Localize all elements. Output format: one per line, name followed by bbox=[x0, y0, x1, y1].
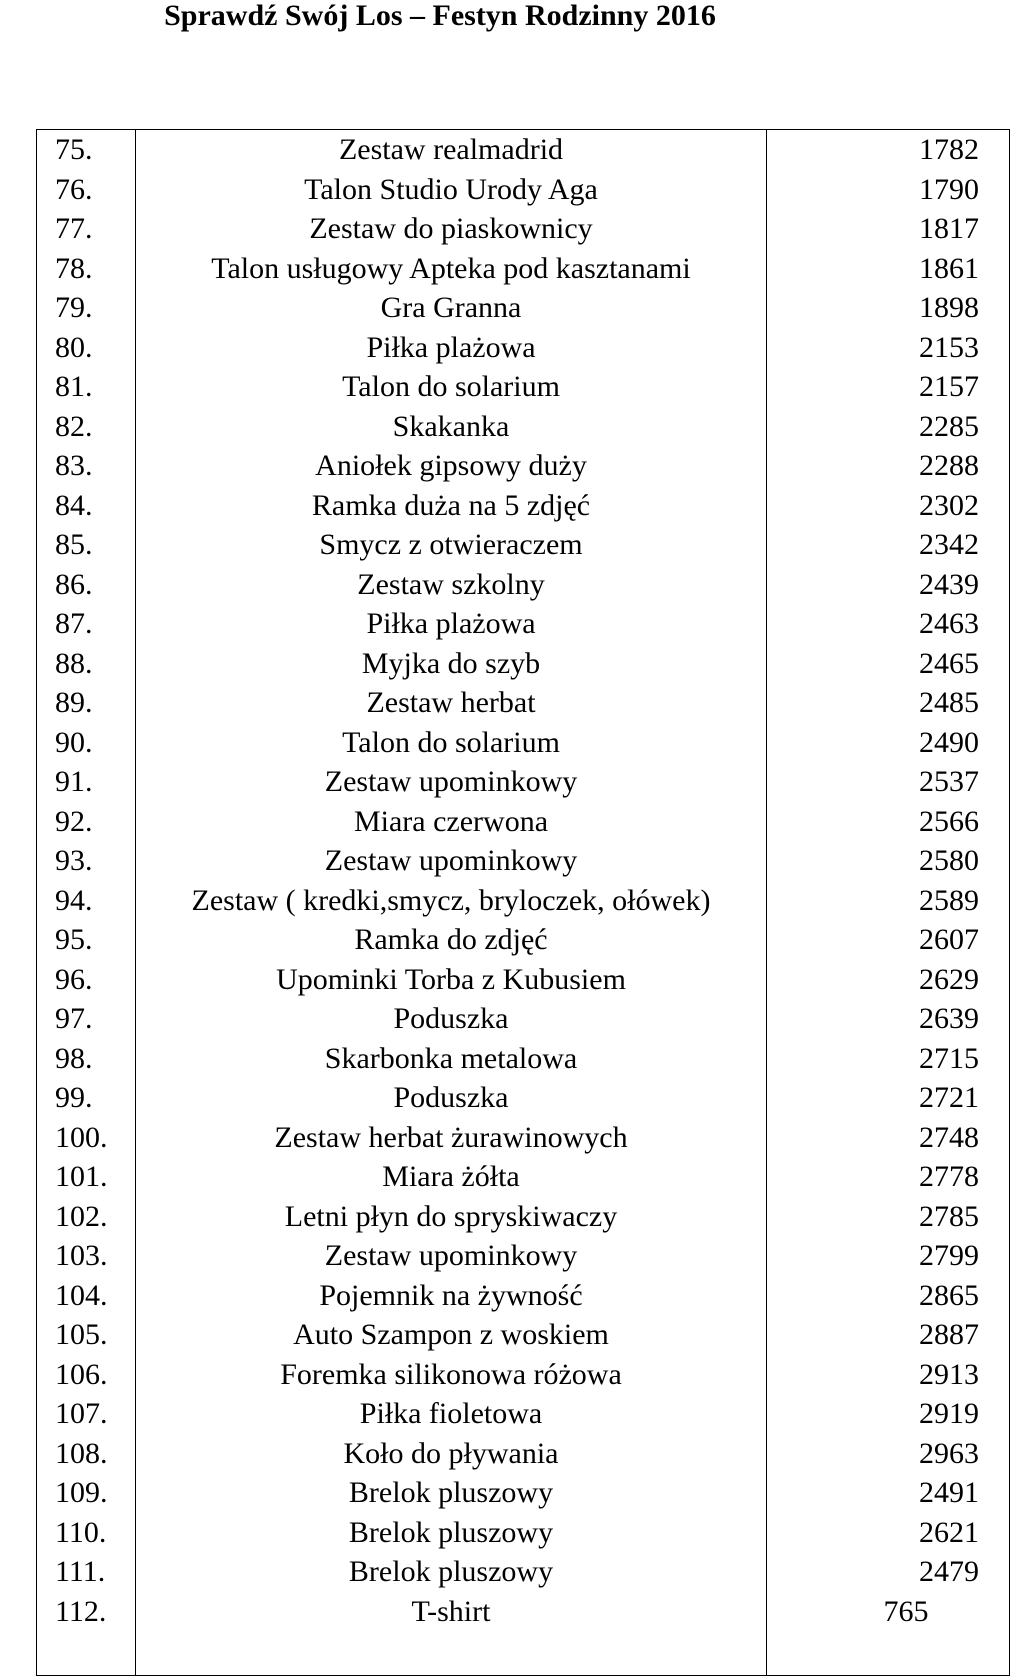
prize-table-body bbox=[37, 130, 1010, 1676]
prize-name: Auto Szampon z woskiem bbox=[136, 1315, 767, 1355]
table-row bbox=[37, 683, 1010, 723]
empty-cell bbox=[37, 1631, 136, 1676]
table-row bbox=[37, 802, 1010, 842]
ticket-number: 2465 bbox=[767, 644, 1010, 684]
prize-number: 98. bbox=[37, 1039, 136, 1079]
prize-number: 78. bbox=[37, 249, 136, 289]
prize-name: Zestaw upominkowy bbox=[136, 1236, 767, 1276]
prize-number: 111. bbox=[37, 1552, 136, 1592]
table-row bbox=[37, 604, 1010, 644]
empty-cell bbox=[767, 1631, 1010, 1676]
ticket-number: 2463 bbox=[767, 604, 1010, 644]
table-row bbox=[37, 1434, 1010, 1474]
ticket-number: 2485 bbox=[767, 683, 1010, 723]
prize-name: Miara żółta bbox=[136, 1157, 767, 1197]
table-row bbox=[37, 288, 1010, 328]
prize-number: 81. bbox=[37, 367, 136, 407]
ticket-number: 765 bbox=[767, 1592, 1010, 1632]
prize-number: 103. bbox=[37, 1236, 136, 1276]
prize-name: Pojemnik na żywność bbox=[136, 1276, 767, 1316]
prize-name: Gra Granna bbox=[136, 288, 767, 328]
prize-number: 112. bbox=[37, 1592, 136, 1632]
ticket-number: 2607 bbox=[767, 920, 1010, 960]
prize-number: 96. bbox=[37, 960, 136, 1000]
ticket-number: 2285 bbox=[767, 407, 1010, 447]
table-row bbox=[37, 1552, 1010, 1592]
ticket-number: 2537 bbox=[767, 762, 1010, 802]
ticket-number: 2721 bbox=[767, 1078, 1010, 1118]
prize-name: Poduszka bbox=[136, 999, 767, 1039]
prize-name: Zestaw ( kredki,smycz, bryloczek, ołówek) bbox=[136, 881, 767, 921]
table-row bbox=[37, 881, 1010, 921]
ticket-number: 2865 bbox=[767, 1276, 1010, 1316]
prize-number: 88. bbox=[37, 644, 136, 684]
table-row bbox=[37, 1276, 1010, 1316]
prize-name: Poduszka bbox=[136, 1078, 767, 1118]
table-row bbox=[37, 1473, 1010, 1513]
table-row bbox=[37, 920, 1010, 960]
ticket-number: 1898 bbox=[767, 288, 1010, 328]
prize-number: 109. bbox=[37, 1473, 136, 1513]
prize-name: Skarbonka metalowa bbox=[136, 1039, 767, 1079]
table-row bbox=[37, 762, 1010, 802]
prize-number: 89. bbox=[37, 683, 136, 723]
table-row bbox=[37, 1355, 1010, 1395]
prize-name: Piłka plażowa bbox=[136, 604, 767, 644]
table-row bbox=[37, 841, 1010, 881]
ticket-number: 2799 bbox=[767, 1236, 1010, 1276]
prize-number: 84. bbox=[37, 486, 136, 526]
table-filler-row bbox=[37, 1631, 1010, 1676]
prize-number: 104. bbox=[37, 1276, 136, 1316]
ticket-number: 2639 bbox=[767, 999, 1010, 1039]
ticket-number: 2439 bbox=[767, 565, 1010, 605]
prize-name: Foremka silikonowa różowa bbox=[136, 1355, 767, 1395]
prize-number: 76. bbox=[37, 170, 136, 210]
prize-name: Brelok pluszowy bbox=[136, 1552, 767, 1592]
prize-name: Letni płyn do spryskiwaczy bbox=[136, 1197, 767, 1237]
prize-number: 110. bbox=[37, 1513, 136, 1553]
prize-number: 102. bbox=[37, 1197, 136, 1237]
prize-number: 75. bbox=[37, 130, 136, 170]
table-row bbox=[37, 407, 1010, 447]
prize-name: Brelok pluszowy bbox=[136, 1513, 767, 1553]
prize-number: 86. bbox=[37, 565, 136, 605]
prize-name: Piłka fioletowa bbox=[136, 1394, 767, 1434]
prize-name: Talon Studio Urody Aga bbox=[136, 170, 767, 210]
table-row bbox=[37, 446, 1010, 486]
table-row bbox=[37, 1039, 1010, 1079]
prize-number: 105. bbox=[37, 1315, 136, 1355]
table-row bbox=[37, 328, 1010, 368]
prize-name: Ramka do zdjęć bbox=[136, 920, 767, 960]
ticket-number: 2887 bbox=[767, 1315, 1010, 1355]
prize-number: 99. bbox=[37, 1078, 136, 1118]
prize-name: Skakanka bbox=[136, 407, 767, 447]
table-row bbox=[37, 209, 1010, 249]
prize-number: 93. bbox=[37, 841, 136, 881]
table-row bbox=[37, 565, 1010, 605]
ticket-number: 2288 bbox=[767, 446, 1010, 486]
prize-name: Talon do solarium bbox=[136, 723, 767, 763]
prize-number: 101. bbox=[37, 1157, 136, 1197]
prize-number: 95. bbox=[37, 920, 136, 960]
table-row bbox=[37, 1592, 1010, 1632]
prize-name: Zestaw realmadrid bbox=[136, 130, 767, 170]
table-row bbox=[37, 1078, 1010, 1118]
prize-name: Piłka plażowa bbox=[136, 328, 767, 368]
prize-name: Upominki Torba z Kubusiem bbox=[136, 960, 767, 1000]
ticket-number: 2157 bbox=[767, 367, 1010, 407]
ticket-number: 2919 bbox=[767, 1394, 1010, 1434]
table-row bbox=[37, 1157, 1010, 1197]
ticket-number: 2490 bbox=[767, 723, 1010, 763]
prize-name: Talon do solarium bbox=[136, 367, 767, 407]
prize-number: 106. bbox=[37, 1355, 136, 1395]
table-row bbox=[37, 1236, 1010, 1276]
table-row bbox=[37, 367, 1010, 407]
prize-number: 87. bbox=[37, 604, 136, 644]
prize-table bbox=[36, 129, 1010, 1676]
prize-name: Ramka duża na 5 zdjęć bbox=[136, 486, 767, 526]
prize-name: Zestaw herbat żurawinowych bbox=[136, 1118, 767, 1158]
table-row bbox=[37, 1513, 1010, 1553]
prize-name: Koło do pływania bbox=[136, 1434, 767, 1474]
ticket-number: 2580 bbox=[767, 841, 1010, 881]
ticket-number: 2748 bbox=[767, 1118, 1010, 1158]
prize-number: 82. bbox=[37, 407, 136, 447]
table-row bbox=[37, 170, 1010, 210]
table-row bbox=[37, 130, 1010, 170]
prize-number: 85. bbox=[37, 525, 136, 565]
prize-name: Smycz z otwieraczem bbox=[136, 525, 767, 565]
ticket-number: 2963 bbox=[767, 1434, 1010, 1474]
table-row bbox=[37, 1315, 1010, 1355]
prize-number: 94. bbox=[37, 881, 136, 921]
ticket-number: 2621 bbox=[767, 1513, 1010, 1553]
ticket-number: 2629 bbox=[767, 960, 1010, 1000]
prize-number: 92. bbox=[37, 802, 136, 842]
prize-name: Brelok pluszowy bbox=[136, 1473, 767, 1513]
prize-number: 107. bbox=[37, 1394, 136, 1434]
ticket-number: 2589 bbox=[767, 881, 1010, 921]
page-title: Sprawdź Swój Los – Festyn Rodzinny 2016 bbox=[164, 0, 716, 32]
prize-number: 100. bbox=[37, 1118, 136, 1158]
table-row bbox=[37, 525, 1010, 565]
prize-name: Talon usługowy Apteka pod kasztanami bbox=[136, 249, 767, 289]
table-row bbox=[37, 999, 1010, 1039]
ticket-number: 1790 bbox=[767, 170, 1010, 210]
prize-number: 80. bbox=[37, 328, 136, 368]
ticket-number: 1861 bbox=[767, 249, 1010, 289]
prize-name: Zestaw upominkowy bbox=[136, 762, 767, 802]
prize-name: Zestaw do piaskownicy bbox=[136, 209, 767, 249]
table-row bbox=[37, 249, 1010, 289]
prize-number: 90. bbox=[37, 723, 136, 763]
table-row bbox=[37, 1394, 1010, 1434]
ticket-number: 2785 bbox=[767, 1197, 1010, 1237]
prize-name: Miara czerwona bbox=[136, 802, 767, 842]
prize-number: 91. bbox=[37, 762, 136, 802]
table-row bbox=[37, 960, 1010, 1000]
ticket-number: 2342 bbox=[767, 525, 1010, 565]
table-row bbox=[37, 486, 1010, 526]
ticket-number: 2302 bbox=[767, 486, 1010, 526]
prize-number: 79. bbox=[37, 288, 136, 328]
prize-number: 83. bbox=[37, 446, 136, 486]
ticket-number: 2778 bbox=[767, 1157, 1010, 1197]
prize-name: Zestaw szkolny bbox=[136, 565, 767, 605]
ticket-number: 2479 bbox=[767, 1552, 1010, 1592]
ticket-number: 1817 bbox=[767, 209, 1010, 249]
ticket-number: 2566 bbox=[767, 802, 1010, 842]
ticket-number: 2153 bbox=[767, 328, 1010, 368]
ticket-number: 2491 bbox=[767, 1473, 1010, 1513]
table-row bbox=[37, 1118, 1010, 1158]
prize-name: T-shirt bbox=[136, 1592, 767, 1632]
prize-name: Zestaw upominkowy bbox=[136, 841, 767, 881]
prize-number: 97. bbox=[37, 999, 136, 1039]
prize-name: Zestaw herbat bbox=[136, 683, 767, 723]
prize-name: Myjka do szyb bbox=[136, 644, 767, 684]
prize-name: Aniołek gipsowy duży bbox=[136, 446, 767, 486]
prize-number: 77. bbox=[37, 209, 136, 249]
ticket-number: 2715 bbox=[767, 1039, 1010, 1079]
table-row bbox=[37, 1197, 1010, 1237]
ticket-number: 1782 bbox=[767, 130, 1010, 170]
table-row bbox=[37, 644, 1010, 684]
ticket-number: 2913 bbox=[767, 1355, 1010, 1395]
prize-number: 108. bbox=[37, 1434, 136, 1474]
empty-cell bbox=[136, 1631, 767, 1676]
table-row bbox=[37, 723, 1010, 763]
